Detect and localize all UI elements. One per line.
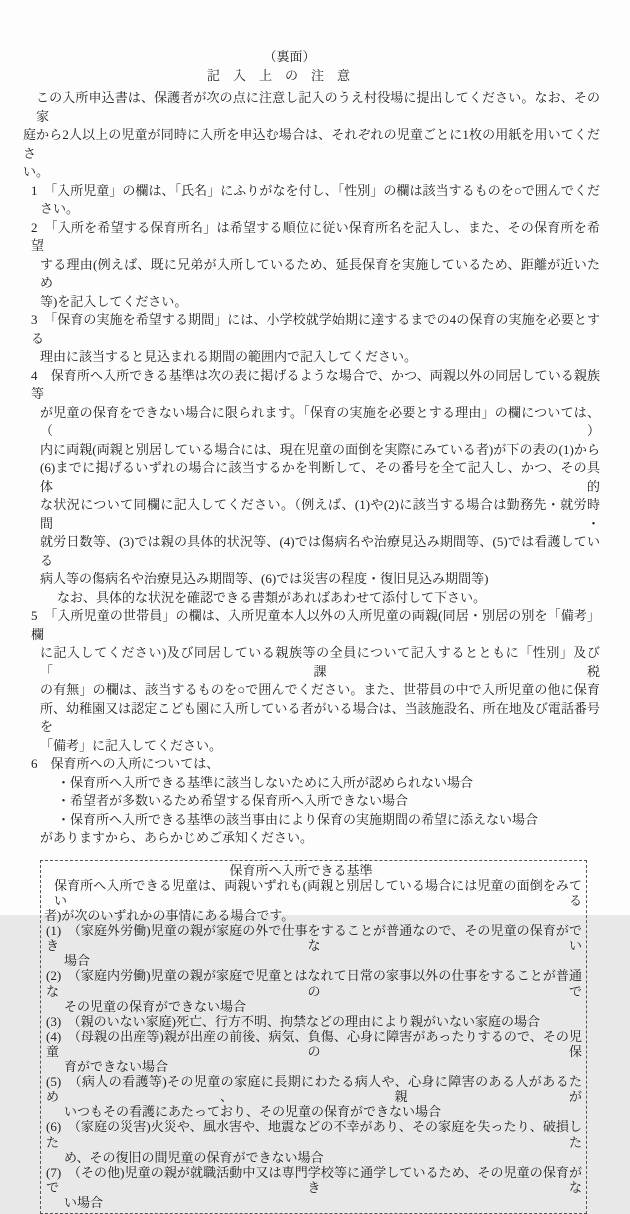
text-line: 理由に該当すると見込まれる期間の範囲内で記入してください。 [40,349,418,364]
text-line: なお、具体的な状況を確認できる書類があればあわせて添付して下さい。 [57,589,487,605]
text-line: 6 保育所への入所については、 [31,756,220,771]
text-line: い。 [23,164,50,179]
document-content [23,48,600,1214]
text-line: 5 「入所児童の世帯員」の欄は、入所児童本人以外の入所児童の両親(同居・別居の別を「備考」欄 [31,608,600,642]
text-line: がありますから、あらかじめご承知ください。 [40,830,314,845]
page-title: 記 入 上 の 注 意 [206,67,350,83]
text-line: ・希望者が多数いるため希望する保育所へ入所できない場合 [57,793,409,808]
text-line: に記入してください)及び同居している親族等の全員について記入するとともに「性別」及び「課税 [40,645,600,679]
text-line: 場合 [64,953,91,969]
text-line: (2) （家庭内労働)児童の親が家庭で児童とはなれて日常の家事以外の仕事をすることが普通なので [46,968,582,999]
text-line: 庭から2人以上の児童が同時に入所を申込む場合は、それぞれの児童ごとに1枚の用紙を用いてくださ [23,127,600,161]
text-line: 等)を記入してください。 [40,293,188,309]
text-line: 2 「入所を希望する保育所名」は希望する順位に従い保育所名を記入し、また、その保育所を希望 [31,219,600,253]
text-line: (6)までに掲げるいずれの場合に該当するかを判断して、その番号を全て記入し、かつ、その具体的 [40,460,600,494]
text-line: (3) （親のいない家庭)死亡、行方不明、拘禁などの理由により親がいない家庭の場合 [46,1013,540,1029]
text-line: め、その復旧の間児童の保育ができない場合 [64,1149,324,1165]
text-line: (6) （家庭の災害)火災や、風水害や、地震などの不幸があり、その家庭を失ったり、破損したた [46,1119,582,1150]
text-line: 1 「入所児童」の欄は、「氏名」にふりがなを付し、「性別」の欄は該当するものを○で囲んでくだ [31,182,600,198]
text-line: 保育所へ入所できる児童は、両親いずれも(両親と別居している場合には児童の面倒をみている [54,877,582,908]
text-line: 育ができない場合 [64,1059,169,1075]
text-line: 者)が次のいずれかの事情にある場合です。 [44,908,295,924]
text-line: ・保育所へ入所できる基準の該当事由により保育の実施期間の希望に添えない場合 [57,811,539,827]
text-line: い場合 [64,1194,104,1210]
text-line: ・保育所へ入所できる基準に該当しないために入所が認められない場合 [57,774,474,790]
text-line: いつもその看護にあたっており、その児童の保育ができない場合 [64,1104,442,1120]
criteria-box-body [44,878,582,1210]
text-line: の有無」の欄は、該当するものを○で囲んでください。また、世帯員の中で入所児童の他に保育 [40,682,600,697]
criteria-box-title: 保育所へ入所できる基準 [229,862,373,878]
text-line: この入所申込書は、保護者が次の点に注意し記入のうえ村役場に提出してください。なお、その家 [36,90,600,124]
text-line: する理由(例えば、既に兄弟が入所しているため、延長保育を実施しているため、距離が近いため [40,256,600,290]
text-line: (1) （家庭外労働)児童の親が家庭の外で仕事をすることが普通なので、その児童の保育ができない [46,923,582,954]
back-side-label: （裏面） [263,49,316,64]
text-line: 所、幼稚園又は認定こども園に入所している者がいる場合は、当該施設名、所在地及び電話番号を [40,700,600,734]
text-line: (4) （母親の出産等)親が出産の前後、病気、負傷、心身に障害があったりするので、その児童の保 [46,1028,582,1059]
notes-body [23,89,600,848]
text-line: が児童の保育をできない場合に限られます。「保育の実施を必要とする理由」の欄については、（ ） [40,404,600,438]
text-line: (7) （その他)児童の親が就職活動中又は専門学校等に通学しているため、その児童の保育ができな [46,1164,582,1195]
text-line: さい。 [40,201,80,216]
text-line: その児童の保育ができない場合 [64,998,247,1014]
text-line: 3 「保育の実施を希望する期間」には、小学校就学始期に達するまでの4の保育の実施を必要とする [31,312,600,346]
text-line: 4 保育所へ入所できる基準は次の表に掲げるような場合で、かつ、両親以外の同居している親族等 [31,367,600,401]
text-line: (5) （病人の看護等)その児童の家庭に長期にわたる病人や、心身に障害のある人があるため、親が [46,1074,582,1105]
criteria-box [40,860,587,1214]
text-line: 「備考」に記入してください。 [40,737,223,753]
text-line: 就労日数等、(3)では親の具体的状況等、(4)では傷病名や治療見込み期間等、(5)では看護している [40,534,600,568]
text-line: 病人等の傷病名や治療見込み期間等、(6)では災害の程度・復旧見込み期間等) [40,571,489,586]
text-line: な状況について同欄に記入してください。（例えば、(1)や(2)に該当する場合は勤務先・就労時間・ [40,497,600,531]
text-line: 内に両親(両親と別居している場合には、現在児童の面倒を実際にみている者)が下の表の(1)から [40,441,600,457]
